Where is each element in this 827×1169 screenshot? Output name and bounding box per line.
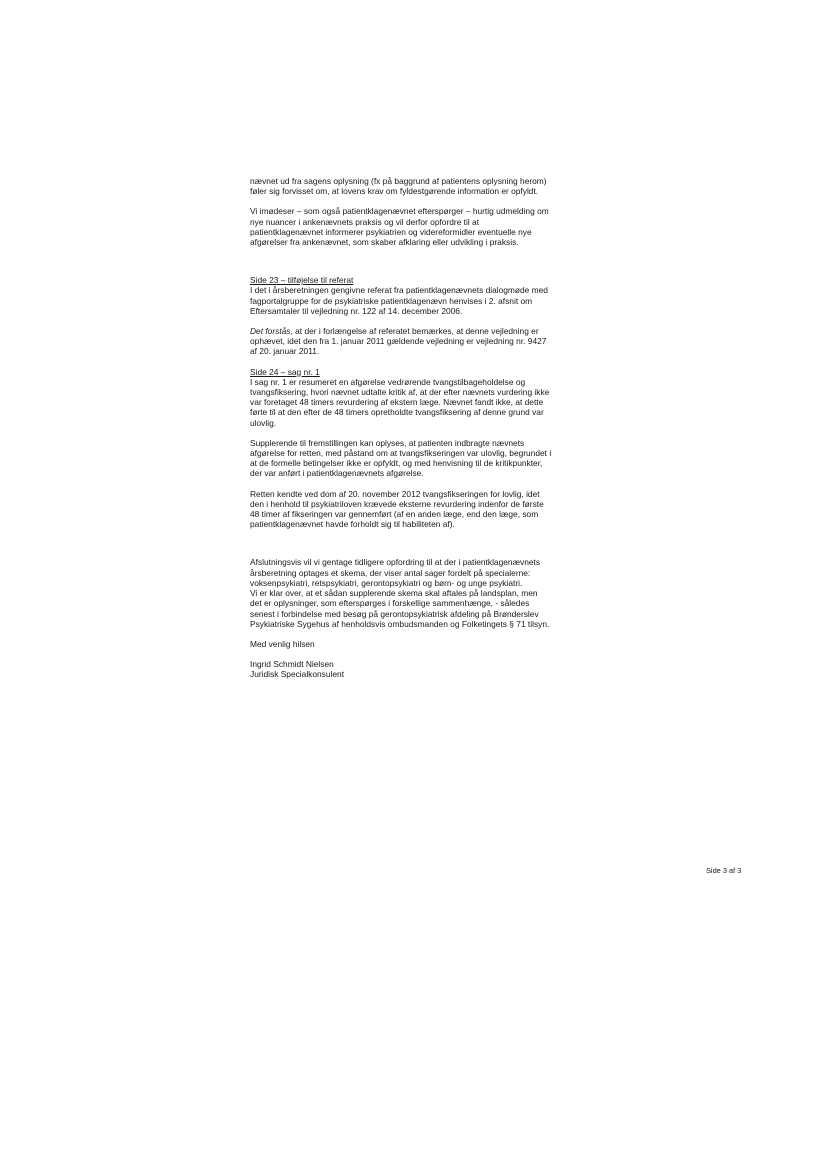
section-24-paragraph-1: I sag nr. 1 er resumeret en afgørelse vedrørende tvangstilbageholdelse og tvangsfiksering, hvori nævnet udtalte kritik af, at der efter nævnets vurdering ikke var foretaget 48 timers revurdering af ekstern læge. Nævnet fandt ikke, at dette førte til at den efter de 48 timers opretholdte tvangsfiksering af denne grund var ulovlig.	[250, 376, 550, 428]
section-23-paragraph-2	[250, 326, 602, 357]
section-23-paragraph-1: I det i årsberetningen gengivne referat fra patientklagenævnets dialogmøde med fagportalgruppe for de psykiatriske patientklagenævn henvises i 2. afsnit om Eftersamtaler til vejledning nr. 122 af 14. december 2006.	[250, 285, 548, 316]
letter-body	[250, 176, 602, 680]
intro-paragraph-1: nævnet ud fra sagens oplysning (fx på baggrund af patientens oplysning herom) føler sig forvisset om, at lovens krav om fyldestgørende information er opfyldt.	[250, 176, 547, 197]
intro-paragraph-2: Vi imødeser – som også patientklagenævnet efterspørger – hurtig udmelding om nye nuancer i ankenævnets praksis og vil derfor opfordre til at patientklagenævnet informerer psykiatrien og videreformidler eventuelle nye afgørelser fra ankenævnet, som skaber afklaring eller udvikling i praksis.	[250, 206, 549, 248]
section-24-heading: Side 24 – sag nr. 1	[250, 366, 320, 377]
section-23-paragraph-2-text: , at der i forlængelse af referatet bemærkes, at denne vejledning er ophævet, idet den fra 1. januar 2011 gældende vejledning er vejledning nr. 9427 af 20. januar 2011.	[250, 326, 547, 357]
page-number: Side 3 af 3	[706, 866, 742, 875]
greeting: Med venlig hilsen	[250, 638, 315, 649]
closing-paragraph: Afslutningsvis vil vi gentage tidligere opfordring til at der i patientklagenævnets årsberetning optages et skema, der viser antal sager fordelt på specialerne: voksenpsykiatri, retspsykiatri, gerontopsykiatri og børn- og unge psykiatri. Vi er klar over, at et sådan supplerende skema skal aftales på landsplan, men det er oplysninger, som efterspørges i forskellige sammenhænge, - således senest i forbindelse med besøg på gerontopsykiatrisk afdeling på Brønderslev Psykiatriske Sygehus af henholdsvis ombudsmanden og Folketingets § 71 tilsyn.	[250, 557, 550, 629]
section-23-heading: Side 23 – tilføjelse til referat	[250, 275, 354, 286]
section-24-paragraph-3: Retten kendte ved dom af 20. november 2012 tvangsfikseringen for lovlig, idet den i henhold til psykiatriloven krævede eksterne revurdering indenfor de første 48 timer af fikseringen var gennemført (af en anden læge, end den læge, som patientklagenævnet havde forholdt sig til habiliteten af).	[250, 488, 544, 530]
signer-title: Juridisk Specialkonsulent	[250, 669, 345, 680]
signer-name: Ingrid Schmidt Nielsen	[250, 659, 334, 670]
section-24-paragraph-2: Supplerende til fremstillingen kan oplyses, at patienten indbragte nævnets afgørelse for retten, med påstand om at tvangsfikseringen var ulovlig, begrundet i at de formelle betingelser ikke er opfyldt, og med henvisning til de kritikpunkter, der var anført i patientklagenævnets afgørelse.	[250, 437, 552, 479]
section-23-italic-lead: Det forstås	[250, 326, 291, 337]
